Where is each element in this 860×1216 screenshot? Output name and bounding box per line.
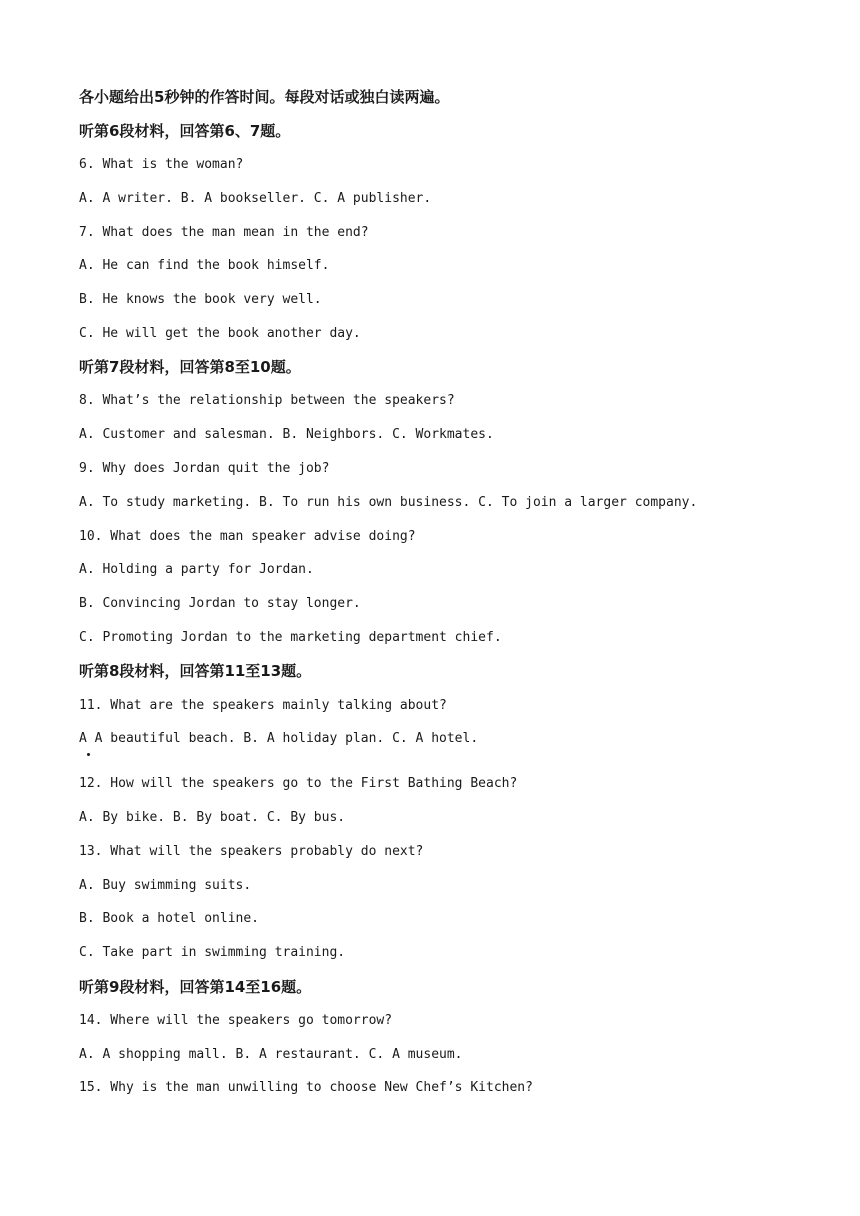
question-12: 12. How will the speakers go to the First Bathing Beach? <box>79 776 518 791</box>
question-15: 15. Why is the man unwilling to choose New Chef’s Kitchen? <box>79 1080 533 1095</box>
section-heading-6: 听第6段材料，回答第6、7题。 <box>79 122 291 140</box>
question-8-options: A. Customer and salesman. B. Neighbors. C. Workmates. <box>79 427 494 442</box>
section-heading-8: 听第8段材料，回答第11至13题。 <box>79 662 312 680</box>
instruction-text: 各小题给出5秒钟的作答时间。每段对话或独白读两遍。 <box>79 88 450 106</box>
question-12-options: A. By bike. B. By boat. C. By bus. <box>79 810 346 825</box>
question-9: 9. Why does Jordan quit the job? <box>79 461 330 476</box>
question-13-option-c: C. Take part in swimming training. <box>79 945 346 960</box>
section-heading-9: 听第9段材料，回答第14至16题。 <box>79 978 312 996</box>
question-11: 11. What are the speakers mainly talking about? <box>79 698 447 713</box>
question-7-option-a: A. He can find the book himself. <box>79 258 330 273</box>
question-10-option-c: C. Promoting Jordan to the marketing department chief. <box>79 630 502 645</box>
question-13-option-b: B. Book a hotel online. <box>79 911 260 926</box>
question-6-options: A. A writer. B. A bookseller. C. A publisher. <box>79 191 432 206</box>
question-6: 6. What is the woman? <box>79 157 244 172</box>
question-7: 7. What does the man mean in the end? <box>79 225 369 240</box>
question-7-option-c: C. He will get the book another day. <box>79 326 361 341</box>
question-8: 8. What’s the relationship between the speakers? <box>79 393 455 408</box>
question-14-options: A. A shopping mall. B. A restaurant. C. A museum. <box>79 1047 463 1062</box>
question-7-option-b: B. He knows the book very well. <box>79 292 322 307</box>
question-10-option-b: B. Convincing Jordan to stay longer. <box>79 596 361 611</box>
question-13: 13. What will the speakers probably do next? <box>79 844 424 859</box>
question-10-option-a: A. Holding a party for Jordan. <box>79 562 314 577</box>
section-heading-7: 听第7段材料，回答第8至10题。 <box>79 358 301 376</box>
question-13-option-a: A. Buy swimming suits. <box>79 878 252 893</box>
question-9-options: A. To study marketing. B. To run his own business. C. To join a larger company. <box>79 495 698 510</box>
question-10: 10. What does the man speaker advise doing? <box>79 529 416 544</box>
question-14: 14. Where will the speakers go tomorrow? <box>79 1013 393 1028</box>
stray-dot-mark <box>87 753 90 756</box>
question-11-options: A A beautiful beach. B. A holiday plan. C. A hotel. <box>79 731 479 746</box>
